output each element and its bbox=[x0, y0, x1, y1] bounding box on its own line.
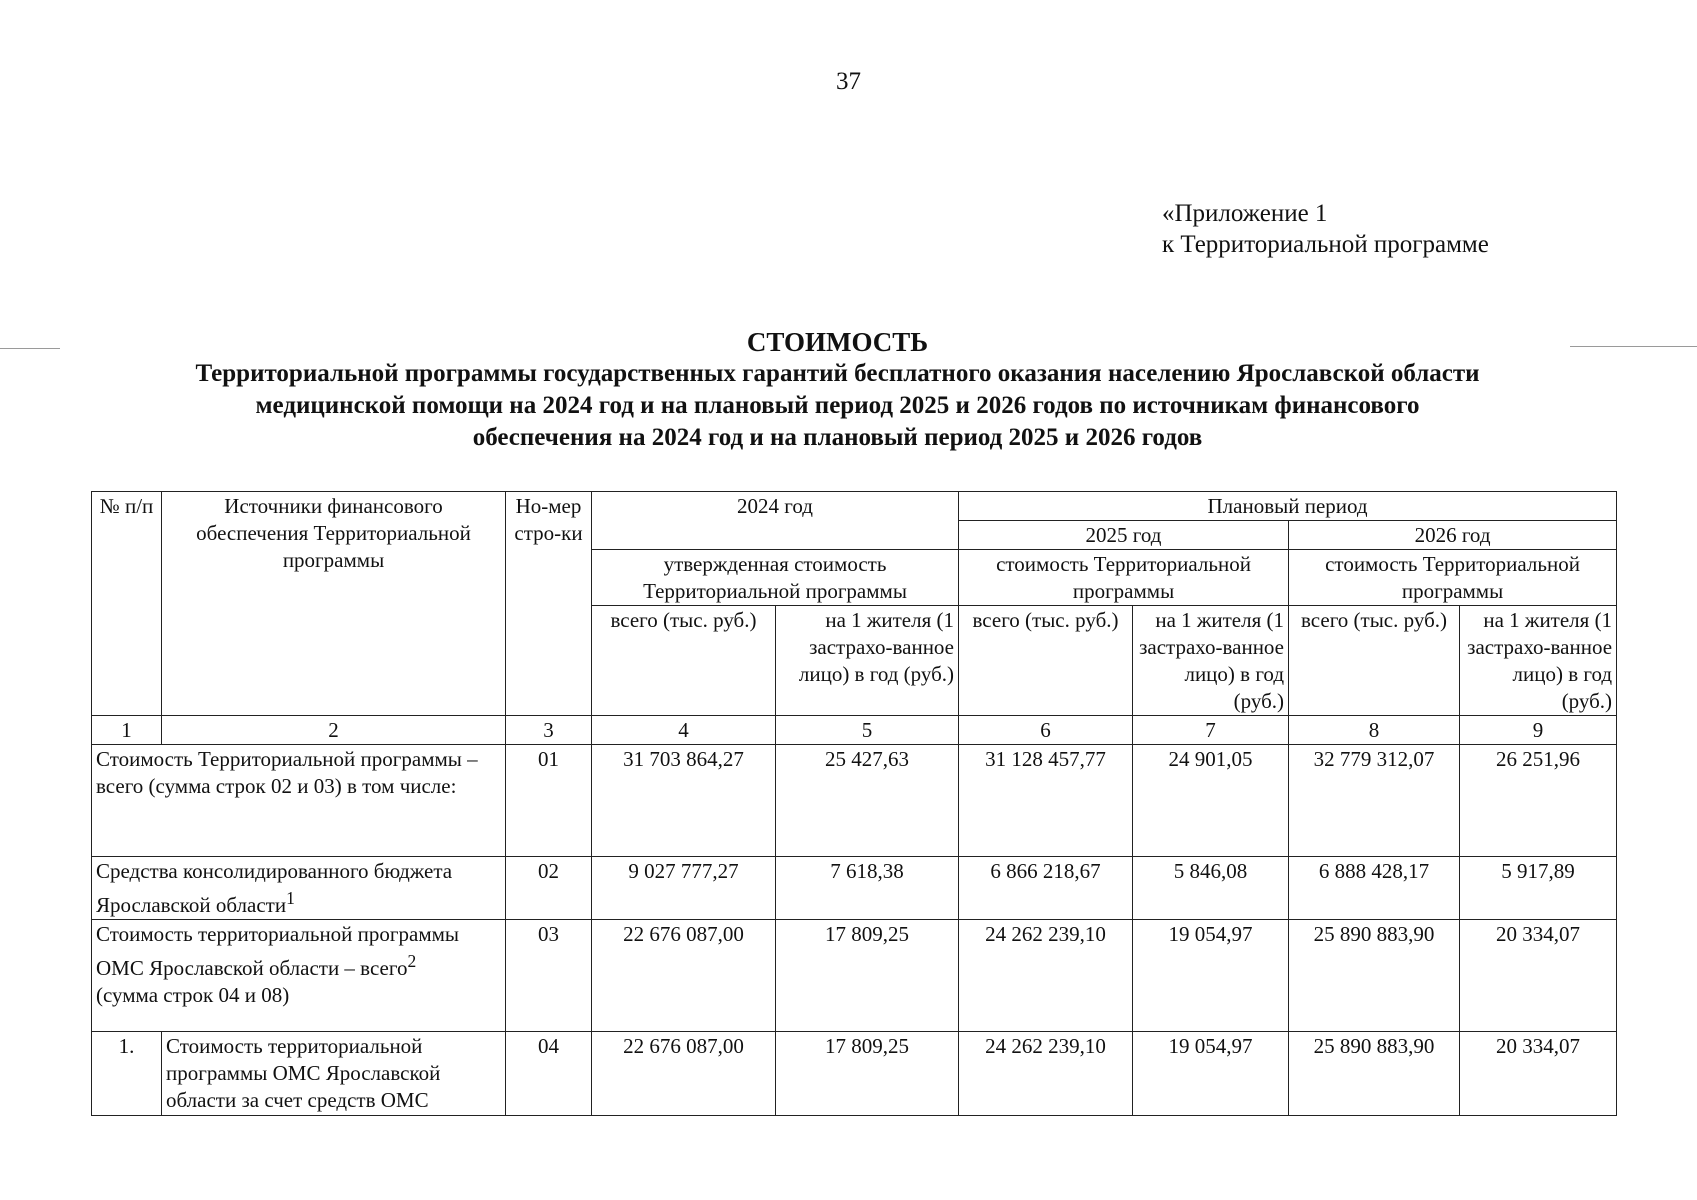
header-planned-period: Плановый период bbox=[959, 492, 1617, 521]
heading-line-1: Территориальной программы государственных гарантий бесплатного оказания населению Ярославской области bbox=[195, 360, 1480, 387]
header-total-2024: всего (тыс. руб.) bbox=[592, 606, 776, 716]
row-per-capita-2025: 5 846,08 bbox=[1133, 857, 1289, 920]
row-total-2025: 24 262 239,10 bbox=[959, 1032, 1133, 1116]
row-per-capita-2026: 20 334,07 bbox=[1460, 920, 1617, 1032]
row-num: 1. bbox=[92, 1032, 162, 1116]
header-source: Источники финансового обеспечения Территориальной программы bbox=[162, 492, 506, 716]
row-source-name bbox=[92, 920, 506, 1032]
row-total-2024: 31 703 864,27 bbox=[592, 745, 776, 857]
row-per-capita-2026: 5 917,89 bbox=[1460, 857, 1617, 920]
header-per-capita-2025: на 1 жителя (1 застрахо-ванное лицо) в год (руб.) bbox=[1133, 606, 1289, 716]
row-code: 04 bbox=[506, 1032, 592, 1116]
row-per-capita-2025: 24 901,05 bbox=[1133, 745, 1289, 857]
row-per-capita-2024: 7 618,38 bbox=[776, 857, 959, 920]
column-number: 6 bbox=[959, 716, 1133, 745]
page-number: 37 bbox=[836, 68, 861, 95]
row-total-2024: 22 676 087,00 bbox=[592, 920, 776, 1032]
row-per-capita-2024: 25 427,63 bbox=[776, 745, 959, 857]
column-number-row bbox=[92, 716, 1617, 745]
column-number: 9 bbox=[1460, 716, 1617, 745]
heading-title: СТОИМОСТЬ bbox=[746, 327, 929, 357]
row-total-2026: 25 890 883,90 bbox=[1289, 1032, 1460, 1116]
footnote-mark: 2 bbox=[407, 951, 417, 971]
row-code: 03 bbox=[506, 920, 592, 1032]
cost-table bbox=[91, 491, 1617, 1116]
row-code: 02 bbox=[506, 857, 592, 920]
header-year-2026: 2026 год bbox=[1289, 521, 1617, 550]
appendix-reference bbox=[1162, 198, 1489, 260]
row-per-capita-2024: 17 809,25 bbox=[776, 1032, 959, 1116]
column-number: 8 bbox=[1289, 716, 1460, 745]
row-per-capita-2025: 19 054,97 bbox=[1133, 1032, 1289, 1116]
table-row bbox=[92, 857, 1617, 920]
heading-line-2: медицинской помощи на 2024 год и на плановый период 2025 и 2026 годов по источникам финансового bbox=[255, 392, 1420, 419]
header-cost-2025: стоимость Территориальной программы bbox=[959, 550, 1289, 606]
header-total-2025: всего (тыс. руб.) bbox=[959, 606, 1133, 716]
header-year-2025: 2025 год bbox=[959, 521, 1289, 550]
column-number: 4 bbox=[592, 716, 776, 745]
row-total-2026: 25 890 883,90 bbox=[1289, 920, 1460, 1032]
row-per-capita-2025: 19 054,97 bbox=[1133, 920, 1289, 1032]
appendix-line-2: к Территориальной программе bbox=[1162, 231, 1489, 258]
header-approved-cost: утвержденная стоимость Территориальной программы bbox=[592, 550, 959, 606]
header-per-capita-2024: на 1 жителя (1 застрахо-ванное лицо) в год (руб.) bbox=[776, 606, 959, 716]
row-total-2025: 31 128 457,77 bbox=[959, 745, 1133, 857]
column-number: 7 bbox=[1133, 716, 1289, 745]
header-cost-2026: стоимость Территориальной программы bbox=[1289, 550, 1617, 606]
table-row bbox=[92, 745, 1617, 857]
row-total-2025: 24 262 239,10 bbox=[959, 920, 1133, 1032]
heading-line-3: обеспечения на 2024 год и на плановый период 2025 и 2026 годов bbox=[472, 424, 1203, 451]
document-heading bbox=[60, 326, 1615, 454]
header-row-1 bbox=[92, 492, 1617, 521]
column-number: 2 bbox=[162, 716, 506, 745]
row-source-name: Стоимость территориальной программы ОМС Ярославской области за счет средств ОМС bbox=[162, 1032, 506, 1116]
header-num: № п/п bbox=[92, 492, 162, 716]
table-row bbox=[92, 920, 1617, 1032]
row-source-text: Стоимость территориальной программы ОМС Ярославской области – всего bbox=[96, 922, 460, 980]
appendix-line-1: «Приложение 1 bbox=[1162, 200, 1328, 227]
header-row-number: Но-мер стро-ки bbox=[506, 492, 592, 716]
row-source-name bbox=[92, 857, 506, 920]
column-number: 1 bbox=[92, 716, 162, 745]
footnote-mark: 1 bbox=[286, 888, 295, 908]
row-source-name: Стоимость Территориальной программы – всего (сумма строк 02 и 03) в том числе: bbox=[92, 745, 506, 857]
column-number: 3 bbox=[506, 716, 592, 745]
row-total-2026: 32 779 312,07 bbox=[1289, 745, 1460, 857]
row-source-note: (сумма строк 04 и 08) bbox=[96, 983, 290, 1007]
row-total-2024: 22 676 087,00 bbox=[592, 1032, 776, 1116]
row-per-capita-2024: 17 809,25 bbox=[776, 920, 959, 1032]
row-total-2025: 6 866 218,67 bbox=[959, 857, 1133, 920]
row-total-2026: 6 888 428,17 bbox=[1289, 857, 1460, 920]
scan-line-left bbox=[0, 348, 60, 349]
header-per-capita-2026: на 1 жителя (1 застрахо-ванное лицо) в год (руб.) bbox=[1460, 606, 1617, 716]
header-total-2026: всего (тыс. руб.) bbox=[1289, 606, 1460, 716]
row-source-text: Средства консолидированного бюджета Ярославской области bbox=[96, 859, 453, 917]
row-per-capita-2026: 26 251,96 bbox=[1460, 745, 1617, 857]
row-code: 01 bbox=[506, 745, 592, 857]
row-per-capita-2026: 20 334,07 bbox=[1460, 1032, 1617, 1116]
row-total-2024: 9 027 777,27 bbox=[592, 857, 776, 920]
table-row bbox=[92, 1032, 1617, 1116]
header-year-2024: 2024 год bbox=[592, 492, 959, 550]
column-number: 5 bbox=[776, 716, 959, 745]
